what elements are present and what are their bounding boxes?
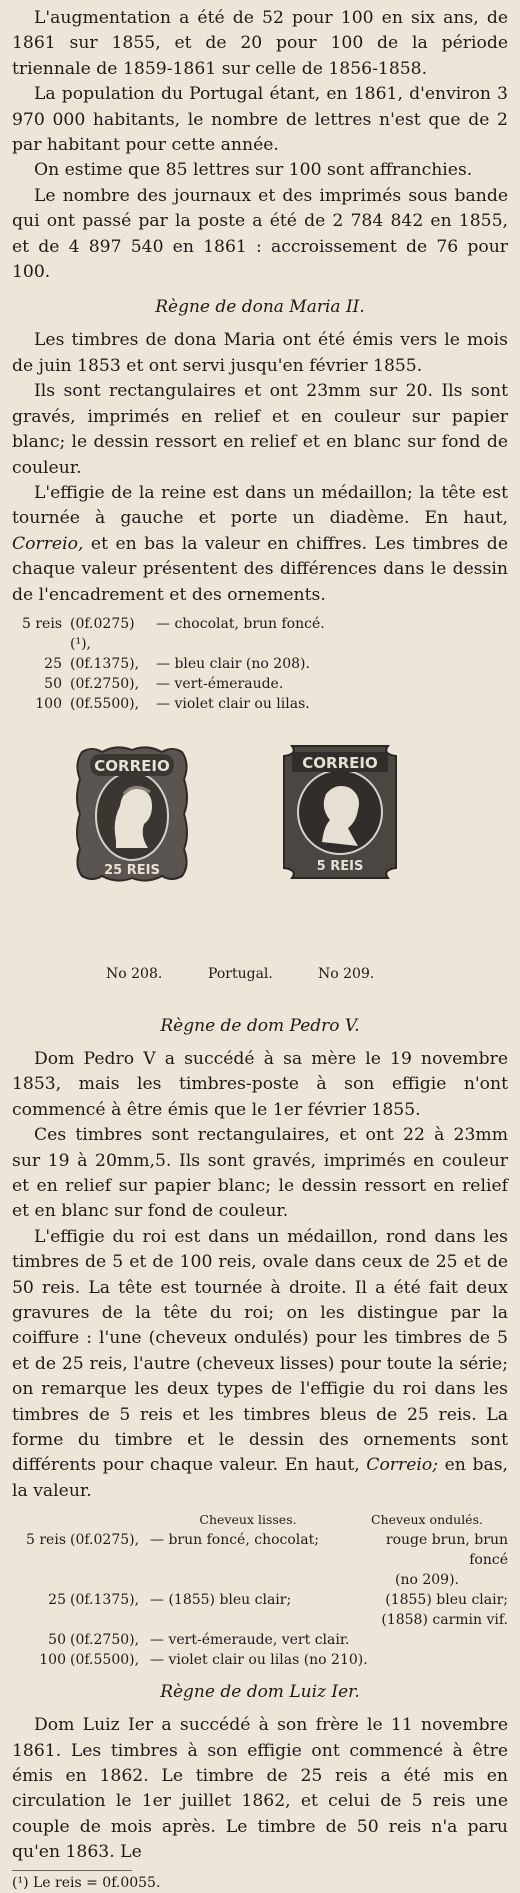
row-ondules: (1858) carmin vif. [381,1612,508,1629]
maria-price-list [12,614,508,714]
heading-luiz: Règne de dom Luiz Ier. [160,1682,360,1703]
row-value [12,1610,70,1630]
stamp-208-bottom-text: 25 REIS [104,862,160,878]
table-row [12,1590,508,1610]
intro-paragraph-3: On estime que 85 lettres sur 100 sont affranchies. [34,160,473,181]
table-row [12,1530,508,1570]
row-ondules [346,1650,508,1670]
row-value: 25 [48,1592,66,1609]
price-franc: (0f.0275) (¹), [70,615,135,652]
caption-portugal: Portugal. [208,965,273,982]
price-franc: (0f.1375), [70,655,140,672]
text: en bas, la valeur. [12,1455,509,1501]
price-row [12,654,508,674]
row-lisses [150,1610,346,1630]
price-desc: — chocolat, brun foncé. [156,615,325,632]
row-ondules: rouge brun, brun foncé [385,1532,508,1569]
correio-word: Correio, [12,533,84,554]
row-franc [70,1610,150,1630]
pedro-paragraph-3 [12,1225,508,1504]
row-lisses [150,1570,346,1590]
stamp-209-bottom-text: 5 REIS [316,858,364,874]
text: et en bas la valeur en chiffres. Les timbres de chaque valeur présentent des différences dans le dessin de l'encadrement et des ornements. [12,533,508,605]
row-value: 5 reis [26,1532,66,1549]
price-value: 25 [44,655,62,672]
row-lisses: — violet clair ou lilas (no 210). [150,1652,368,1669]
intro-paragraph-2: La population du Portugal étant, en 1861, d'environ 3 970 000 habitants, le nombre de lettres n'est que de 2 par habitant pour cette année. [12,84,508,156]
price-row [12,614,508,654]
correio-word: Correio; [366,1455,439,1476]
pedro-paragraph-2: Ces timbres sont rectangulaires, et ont 22 à 23mm sur 19 à 20mm,5. Ils sont gravés, imprimés en couleur et en relief sur papier blanc; le dessin ressort en relief et en blanc sur fond de couleur. [12,1125,508,1222]
row-franc: (0f.0275), [70,1532,140,1549]
row-ondules [346,1630,508,1650]
col-head-lisses: Cheveux lisses. [199,1512,297,1528]
maria-paragraph-2: Ils sont rectangulaires et ont 23mm sur 20. Ils sont gravés, imprimés en relief et en couleur sur papier blanc; le dessin ressort en relief et en blanc sur fond de couleur. [12,381,508,478]
pedro-paragraph-1: Dom Pedro V a succédé à sa mère le 19 novembre 1853, mais les timbres-poste à son effigie n'ont commencé à être émis que le 1er février 1855. [12,1048,508,1120]
table-row [12,1610,508,1630]
price-row [12,674,508,694]
maria-paragraph-1: Les timbres de dona Maria ont été émis vers le mois de juin 1853 et ont servi jusqu'en février 1855. [12,330,508,376]
price-desc: — vert-émeraude. [156,675,284,692]
row-value [12,1570,70,1590]
price-desc: — violet clair ou lilas. [156,695,310,712]
row-franc [70,1570,150,1590]
intro-paragraph-1: L'augmentation a été de 52 pour 100 en six ans, de 1861 sur 1855, et de 20 pour 100 de la période triennale de 1859-1861 sur celle de 1856-1858. [12,8,508,79]
row-ondules: (no 209). [395,1572,459,1589]
stamp-209-top-text: CORREIO [302,753,378,772]
row-franc: (0f.2750), [70,1632,140,1649]
stamp-209-illustration [278,742,402,882]
row-franc: (0f.1375), [70,1592,140,1609]
caption-no-209: No 209. [318,965,375,982]
price-franc: (0f.5500), [70,695,140,712]
price-value: 50 [44,675,62,692]
luiz-paragraph-1: Dom Luiz Ier a succédé à son frère le 11 novembre 1861. Les timbres à son effigie ont commencé à être émis en 1862. Le timbre de 25 reis a été mis en circulation le 1er juillet 1862, et celui de 5 reis une couple de mois après. Le timbre de 50 reis n'a paru qu'en 1863. Le [12,1715,508,1863]
table-header [12,1510,508,1530]
col-head-ondules: Cheveux ondulés. [371,1512,483,1528]
price-franc: (0f.2750), [70,675,140,692]
stamp-208-top-text: CORREIO [94,756,170,775]
heading-pedro: Règne de dom Pedro V. [160,1015,360,1036]
table-row [12,1630,508,1650]
text: L'effigie du roi est dans un médaillon, rond dans les timbres de 5 et de 100 reis, ovale dans ceux de 25 et de 50 reis. La tête est tournée à droite. Il a été fait deux gravures de la tête du roi; on les distingue par la coiffure : l'une (cheveux ondulés) pour les timbres de 5 et de 25 reis, l'autre (cheveux lisses) pour toute la série; on remarque les deux types de l'effigie du roi dans les timbres de 5 reis et les timbres bleus de 25 reis. La forme du timbre et le dessin des ornements sont différents pour chaque valeur. En haut, [12,1226,508,1476]
row-lisses: — vert-émeraude, vert clair. [150,1632,350,1649]
stamp-208-illustration [72,744,192,884]
row-franc: (0f.5500), [70,1652,140,1669]
intro-paragraph-4: Le nombre des journaux et des imprimés sous bande qui ont passé par la poste a été de 2 784 842 en 1855, et de 4 897 540 en 1861 : accroissement de 76 pour 100. [12,185,508,283]
heading-maria: Règne de dona Maria II. [155,297,365,318]
row-value: 50 [48,1632,66,1649]
pedro-price-table [12,1510,508,1670]
price-desc: — bleu clair (no 208). [156,655,310,672]
row-ondules: (1855) bleu clair; [385,1592,508,1609]
caption-no-208: No 208. [106,965,163,982]
row-value: 100 [39,1652,66,1669]
price-value: 100 [35,695,62,712]
footnote: (¹) Le reis = 0f.0055. [12,1870,132,1893]
row-lisses: — brun foncé, chocolat; [150,1532,319,1549]
table-row [12,1570,508,1590]
price-value: 5 reis [22,615,62,632]
row-lisses: — (1855) bleu clair; [150,1592,292,1609]
table-row [12,1650,508,1670]
page [12,6,508,1893]
stamp-figures [12,714,508,1004]
price-row [12,694,508,714]
text: L'effigie de la reine est dans un médaillon; la tête est tournée à gauche et porte un diadème. En haut, [12,482,508,529]
maria-paragraph-3 [12,481,508,608]
